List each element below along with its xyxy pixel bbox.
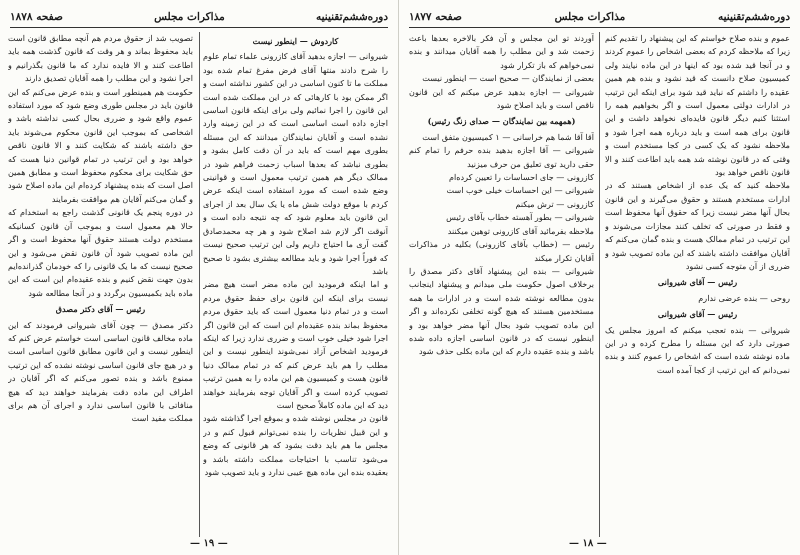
- left-page-header: [10, 8, 388, 26]
- speaker-heading: رئیس — آقای شیروانی: [657, 277, 738, 288]
- left-page-number: — ١٩ —: [190, 538, 228, 549]
- paragraph: و اما اینکه فرمودید این ماده مضر است هیچ مضر نیست برای اینکه این قانون برای حفظ حقوق مردم است و در تمام دنیا معمول است که باید حقوق مردم محفوظ بماند بنده عقیده‌ام این است که این قانون اگر اجرا شود خیلی خوب است و ضرری ندارد زیرا که اینکه فرمودید اشخاص آزاد نمی‌شوند اینطور نیست و این مطلب را هم باید عرض کنم که در تمام ممالک دنیا قانون هست و کمیسیون هم این ماده را به همین ترتیب تصویب کرده است و اگر آقایان توجه بفرمایند خواهند دید که این ماده کاملاً صحیح است: [203, 279, 388, 410]
- speaker-line: کازرونی — جای احساسات را تعیین کرده‌ام: [449, 172, 594, 183]
- speaker-line: شیروانی — این احساسات خیلی خوب است: [446, 185, 594, 196]
- speaker-line: رئیس — (خطاب بآقای کازرونی) بکلیه در مذاکرات آقایان تکرار میکند: [409, 239, 594, 263]
- right-page-left-column: [409, 32, 594, 537]
- paragraph: شیروانی — اجازه بدهید آقای کازرونی علماء تمام علوم را شرح دادند منتها آقای فرض مفرغ تمام شده بود مملکت ما تا کنون اساسی در این کشور نداشته است و اگر ممکن بود با کارهائی که در این مملکت شده است این قانون را اجرا نمائیم ولی برای اینکه قانون اساسی اجازه داده است اساسی است که در این زمینه وارد نشده است و آقایان نمایندگان میدانند که این مسئله بطوری مهم است که باید در آن دقت کامل بشود و بطوری نباشد که بعدها اسباب زحمت فراهم شود در ممالک دیگر هم همین ترتیب معمول است و قوانینی وضع شده است که مورد استفاده است اینکه عرض کردم با موقع دولت شش ماه یا یک سال بعد از اجرای این قانون باید معلوم شود که چه نتیجه داده است و آنوقت اگر لازم شد اصلاح شود و هر چه محمدصادق گفت آری ما احتیاج داریم ولی این ترتیب صحیح نیست که فوراً اجرا شود و باید مطالعه بیشتری بشود تا صحیح باشد: [203, 51, 388, 276]
- paragraph: شیروانی — بنده این پیشنهاد آقای دکتر مصدق را برخلاف اصول حکومت ملی میدانم و پیشنهاد اینجانب بدون مطالعه نوشته شده است و در ادارات ما همه مستخدمین هستند که هیچ گونه تخلفی نکرده‌اند و اگر این ماده تصویب شود بحال آنها مضر خواهد بود و اینطور نیست که در قانون اساسی اجازه داده شده باشد و بنده عقیده دارم که این ماده بکلی حذف شود: [409, 265, 594, 357]
- speaker-heading: رئیس — آقای دکتر مصدق: [55, 304, 146, 315]
- right-header-rule: [409, 27, 790, 28]
- paragraph: تصویب شد از حقوق مردم هم آنچه مطابق قانون است باید محفوظ بماند و هر وقت که قانون گذشت همه باید اطاعت کنند و الا فایده ندارد که ما قانون بگذرانیم و اجرا نشود و این مطلب را همه آقایان تصدیق دارند: [8, 33, 193, 84]
- paragraph: دکتر مصدق — چون آقای شیروانی فرمودند که این ماده مخالف قانون اساسی است خواستم عرض کنم که اینطور نیست و این قانون مطابق قانون اساسی است و در هیچ جای قانون اساسی نوشته نشده که این ترتیب ممنوع باشد و بنده تصور می‌کنم که اگر آقایان در اطراف این ماده دقت بفرمایند خواهند دید که هیچ منافاتی با قانون اساسی ندارد و اجرای آن هم برای مملکت مفید است: [8, 319, 193, 424]
- left-column-divider: [199, 32, 200, 537]
- left-header-rule: [10, 27, 388, 28]
- speaker-heading: رئیس — آقای شیروانی: [657, 309, 738, 320]
- left-session-label: دوره‌ششم‌تقنینیه: [315, 11, 388, 23]
- right-page-right-column: [605, 32, 790, 537]
- speaker-line: بعضی از نمایندگان — صحیح است — اینطور نیست: [422, 73, 594, 84]
- left-page-left-column: [8, 32, 193, 537]
- right-page: [399, 0, 800, 555]
- stage-note: (همهمه بین نمایندگان — صدای زنگ رئیس): [427, 116, 576, 127]
- paragraph: عموم و بنده صلاح خواستم که این پیشنهاد را تقدیم کنم زیرا که ملاحظه کردم که بعضی اشخاص را عموم کردند و در آنجا قید شده بود که اینها در این ماده نیایند ولی کمیسیون صلاح دانست که قید نشود و بنده هم همین عقیده را داشتم که نباید قید شود برای اینکه این ترتیب در ادارات دولتی معمول است و اگر بخواهیم همه را استثنا کنیم دیگر قانون فایده‌ای نخواهد داشت و این قانون برای همه است و باید درباره همه اجرا شود و ملاحظه نشود که یک کسی در کجا مستخدم است و وقتی که در قانون نوشته شد همه باید اطاعت کنند و الا قانون ناقص خواهد بود: [605, 33, 790, 178]
- left-title: مذاکرات مجلس: [154, 11, 225, 23]
- speaker-line: ملاحظه بفرمائید آقای کازرونی توهین میکنند: [447, 225, 594, 236]
- paragraph: قانون در مجلس نوشته شده و بموقع اجرا گذاشته شود و این قبیل نظریات را بنده نمی‌توانم قبول کنم و در مجلس ما هم باید دقت بشود که هر قانونی که وضع می‌شود تناسب با احتیاجات مملکت داشته باشد و بعقیده بنده این ماده هیچ عیبی ندارد و باید تصویب شود: [203, 413, 388, 477]
- speaker-line: آقا آقا شما هم خراسانی — ۱ کمیسیون متفق است: [422, 131, 594, 142]
- speaker-line: شیروانی — بطور آهسته خطاب بآقای رئیس: [446, 212, 594, 223]
- speaker-line: شیروانی — اجازه بدهید عرض میکنم که این قانون ناقص است و باید اصلاح شود: [409, 86, 594, 111]
- right-title: مذاکرات مجلس: [554, 11, 626, 23]
- right-page-label: صفحه ۱۸۷۷: [409, 11, 462, 23]
- speaker-line: کازرونی — ترش میکنم: [515, 198, 594, 209]
- paragraph: ملاحظه کنید که یک عده از اشخاص هستند که در ادارات مستخدم هستند و حقوق می‌گیرند و این قانون بحال آنها مضر نیست زیرا که حقوق آنها محفوظ است و فقط در صورتی که تخلف کنند مجازات می‌شوند و این ترتیب در تمام ممالک هست و بنده گمان می‌کنم که آقایان موافقت داشته باشند که این ماده تصویب شود و ضرری از آن متوجه کسی نشود: [605, 180, 790, 271]
- right-session-label: دوره‌ششم‌تقنینیه: [717, 11, 790, 23]
- paragraph: در دوره پنجم یک قانونی گذشت راجع به استخدام که حالا هم معمول است و بموجب آن قانون کسانیکه مستخدم دولت هستند حقوق آنها محفوظ است و اگر این ماده تصویب شود آن قانون نقض می‌شود و این صحیح نیست که ما یک قانونی را که خودمان گذرانده‌ایم بدون جهت نقض کنیم و بنده عقیده‌ام این است که این ماده باید بکمیسیون برگردد و در آنجا مطالعه شود: [8, 207, 193, 298]
- right-page-header: [409, 8, 790, 26]
- right-page-number: — ١٨ —: [569, 538, 607, 549]
- paragraph: شیروانی — بنده تعجب میکنم که امروز مجلس یک صورتی دارد که این مسئله را مطرح کرده و در این ماده نوشته شده است که اشخاص را عموم کنند و بنده نمی‌دانم که این ترتیب از کجا آمده است: [605, 324, 790, 375]
- left-page-right-column: [203, 32, 388, 537]
- right-column-divider: [599, 32, 600, 537]
- paragraph: حکومت هم همینطور است و بنده عرض می‌کنم که این قانون باید در مجلس طوری وضع شود که مورد استفاده عموم واقع شود و ضرری بحال کسی نداشته باشد و اشخاصی که بموجب این قانون محکوم می‌شوند باید حق داشته باشند که شکایت کنند و الا قانون ناقص خواهد بود و این ترتیب در تمام قوانین دنیا هست که حق شکایت برای محکوم محفوظ است و مطابق همین اصل است که بنده پیشنهاد کرده‌ام این ماده اصلاح شود و گمان می‌کنم آقایان هم موافقت بفرمایند: [8, 86, 193, 204]
- paragraph: آوردند تو این مجلس و آن فکر بالاخره بعدها باعث زحمت شد و این مطلب را همه آقایان میدانند و بنده نمی‌خواهم که باز تکرار شود: [409, 33, 594, 70]
- speaker-line: کاردوش — اینطور نیست: [252, 36, 339, 46]
- speaker-line: شیروانی — آقا اجازه بدهید بنده حرفم را تمام کنم حقی دارید توی تعلیق من حرف میزنید: [409, 145, 594, 169]
- left-page-label: صفحه ۱۸۷۸: [10, 11, 63, 23]
- paragraph: روحی — بنده عرضی ندارم: [698, 292, 790, 303]
- left-page: [0, 0, 399, 555]
